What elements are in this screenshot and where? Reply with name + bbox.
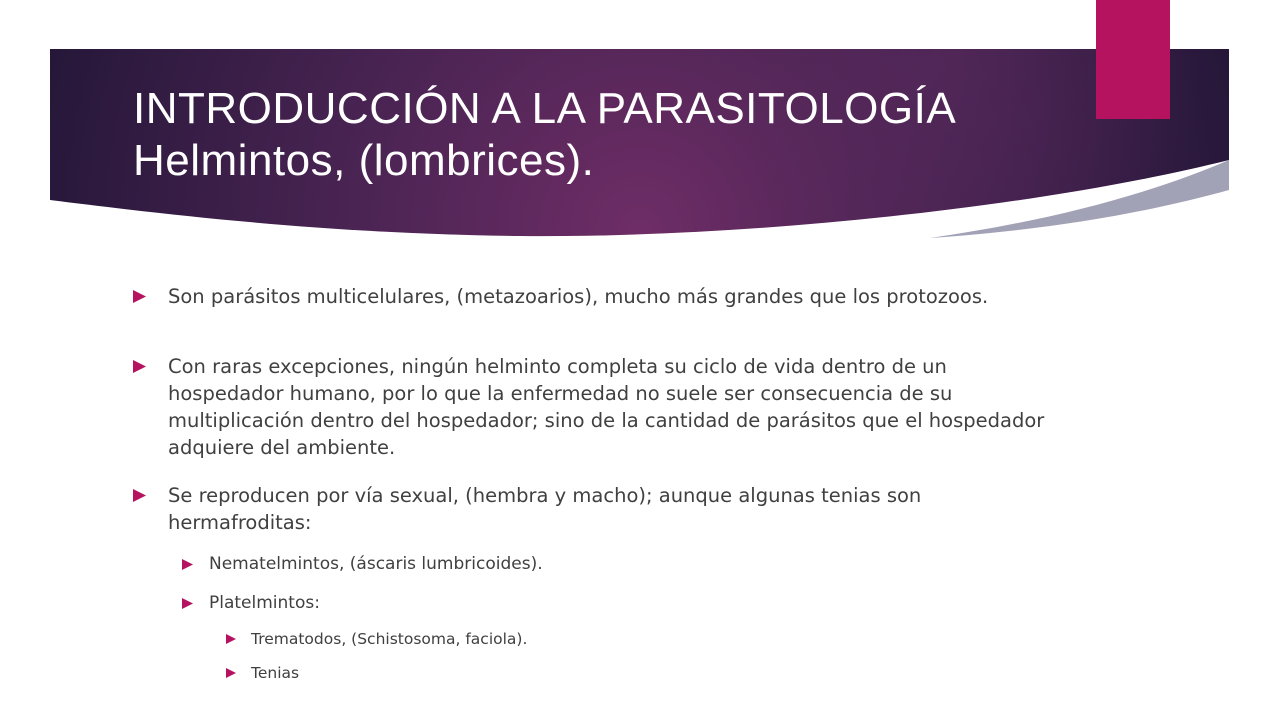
bullet-text: Son parásitos multicelulares, (metazoarios), mucho más grandes que los protozoos. xyxy=(168,285,989,308)
bullet-item xyxy=(133,283,1053,310)
arrow-bullet-icon xyxy=(133,360,146,373)
title-line-1: INTRODUCCIÓN A LA PARASITOLOGÍA xyxy=(133,84,957,133)
bullet-text: Platelmintos: xyxy=(209,593,320,613)
bullet-item xyxy=(182,553,1002,576)
bullet-item xyxy=(182,592,1002,615)
arrow-bullet-icon xyxy=(133,290,146,303)
title-line-2: Helmintos, (lombrices). xyxy=(133,136,595,185)
bullet-item xyxy=(226,663,926,684)
bullet-text: Con raras excepciones, ningún helminto completa su ciclo de vida dentro de un hospedador humano, por lo que la enfermedad no suele ser consecuencia de su multiplicación dentro del hospedador; sino de la cantidad de parásitos que el hospedador adquiere del ambiente. xyxy=(168,355,1045,459)
arrow-bullet-icon xyxy=(182,598,193,609)
arrow-bullet-icon xyxy=(133,489,146,502)
bullet-item xyxy=(133,482,1053,536)
bullet-text: Trematodos, (Schistosoma, faciola). xyxy=(251,630,528,648)
arrow-bullet-icon xyxy=(182,559,193,570)
bullet-text: Nematelmintos, (áscaris lumbricoides). xyxy=(209,554,543,574)
bullet-text: Se reproducen por vía sexual, (hembra y macho); aunque algunas tenias son hermafroditas: xyxy=(168,484,922,534)
arrow-bullet-icon xyxy=(226,634,236,644)
bullet-item xyxy=(226,629,926,650)
arrow-bullet-icon xyxy=(226,668,236,678)
bullet-text: Tenias xyxy=(251,664,300,682)
bullet-item xyxy=(133,353,1053,461)
